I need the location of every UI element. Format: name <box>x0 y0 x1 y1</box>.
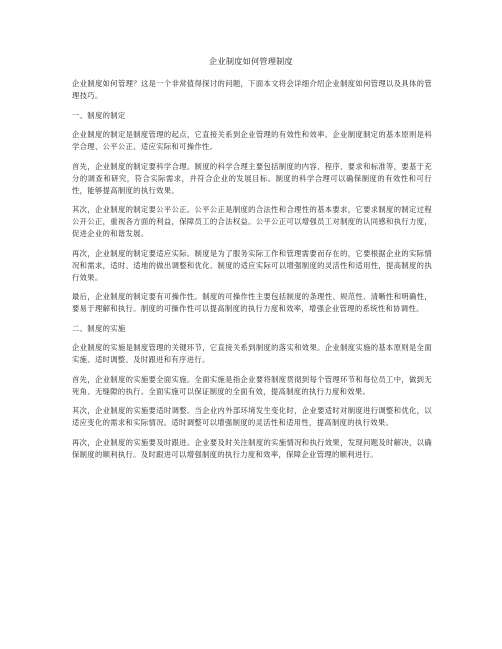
intro-paragraph: 企业制度如何管理？这是一个非常值得探讨的问题，下面本文将会详细介绍企业制度如何管理以及具体的管理技巧。 <box>72 79 432 100</box>
paragraph: 其次，企业制度的实施要适时调整。当企业内外部环境发生变化时，企业要适时对制度进行调整和优化，以适应变化的需求和实际情况。适时调整可以增强制度的灵活性和适用性，提高制度的执行效果。 <box>72 406 432 427</box>
document-title: 企业制度如何管理制度 <box>209 56 293 66</box>
paragraph: 最后，企业制度的制定要有可操作性。制度的可操作性主要包括制度的条理性、规范性、清晰性和明确性，要易于理解和执行。制度的可操作性可以提高制度的执行力度和效率，增强企业管理的系统性和协调性。 <box>72 292 432 313</box>
paragraph: 企业制度的实施是制度管理的关键环节，它直接关系到制度的落实和效果。企业制度实施的基本原则是全面实施、适时调整、及时跟进和有序进行。 <box>72 343 432 364</box>
paragraph: 首先，企业制度的实施要全面实施。全面实施是指企业要将制度贯彻到每个管理环节和每位员工中，做到无死角、无缝隙的执行。全面实施可以保证制度的全面有效，提高制度的执行力度和效果。 <box>72 374 432 396</box>
paragraph: 首先，企业制度的制定要科学合理。制度的科学合理主要包括制度的内容、程序、要求和标准等，要基于充分的调查和研究，符合实际需求，并符合企业的发展目标。制度的科学合理可以确保制度的有效性和可行性，能够提高制度的执行效果。 <box>72 161 432 195</box>
section-heading-2: 二、制度的实施 <box>72 323 126 333</box>
paragraph: 企业制度的制定是制度管理的起点，它直接关系到企业管理的有效性和效率。企业制度制定的基本原则是科学合理、公平公正、适应实际和可操作性。 <box>72 130 432 151</box>
paragraph: 再次，企业制度的实施要及时跟进。企业要及时关注制度的实施情况和执行效果，发现问题及时解决，以确保制度的顺利执行。及时跟进可以增强制度的执行力度和效率，保障企业管理的顺利进行。 <box>72 437 432 459</box>
section-heading-1: 一、制度的制定 <box>72 110 126 120</box>
paragraph: 其次，企业制度的制定要公平公正。公平公正是制度的合法性和合理性的基本要求，它要求制度的制定过程公开公正，重视各方面的利益，保障员工的合法权益。公平公正可以增强员工对制度的认同感和执行力度，促进企业的和谐发展。 <box>72 205 432 238</box>
document-body <box>72 78 432 468</box>
paragraph: 再次，企业制度的制定要适应实际。制度是为了服务实际工作和管理需要而存在的，它要根据企业的实际情况和需求，适时、适地的做出调整和优化。制度的适应实际可以增强制度的灵活性和适用性，提高制度的执行效果。 <box>72 248 432 282</box>
